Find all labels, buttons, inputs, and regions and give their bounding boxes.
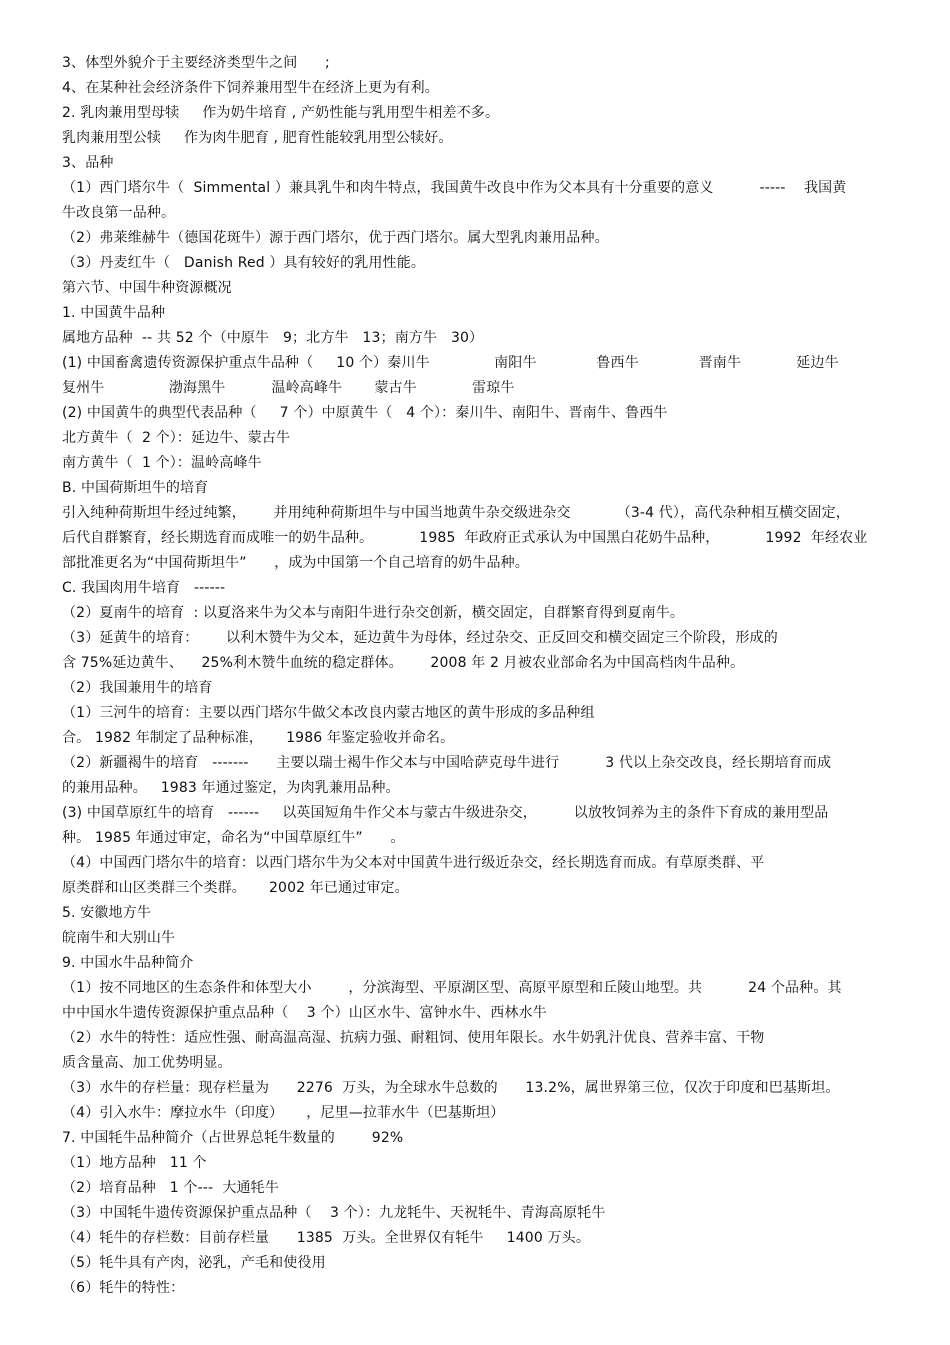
text-line: (1) 中国畜禽遗传资源保护重点牛品种（ 10 个）秦川牛 南阳牛 鲁西牛 晋南牛 延边牛 [62, 355, 839, 371]
text-line: （6）牦牛的特性： [62, 1280, 185, 1296]
section-heading: C. 我国肉用牛培育 ------ [62, 580, 226, 596]
text-line: 3、体型外貌介于主要经济类型牛之间 ; [62, 55, 330, 71]
text-line: 复州牛 渤海黑牛 温岭高峰牛 蒙古牛 雷琼牛 [62, 380, 515, 396]
text-line: （2）我国兼用牛的培育 [62, 680, 213, 696]
text-line: 含 75%延边黄牛、 25%利木赞牛血统的稳定群体。 2008 年 2 月被农业部命名为中国高档肉牛品种。 [62, 655, 745, 671]
text-line: 的兼用品种。 1983 年通过鉴定，为肉乳兼用品种。 [62, 780, 400, 796]
text-line: 北方黄牛（ 2 个）：延边牛、蒙古牛 [62, 430, 291, 446]
text-line: （5）牦牛具有产肉，泌乳，产毛和使役用 [62, 1255, 326, 1271]
text-line: （4）引入水牛：摩拉水牛（印度） ，尼里—拉菲水牛（巴基斯坦） [62, 1105, 505, 1121]
section-heading: 9. 中国水牛品种简介 [62, 955, 194, 971]
text-line: (2) 中国黄牛的典型代表品种（ 7 个）中原黄牛（ 4 个）：秦川牛、南阳牛、晋南牛、鲁西牛 [62, 405, 668, 421]
text-line: 引入纯种荷斯坦牛经过纯繁， 并用纯种荷斯坦牛与中国当地黄牛杂交级进杂交 （3-4 代），高代杂种相互横交固定， [62, 505, 850, 521]
text-line: 后代自群繁育，经长期选育而成唯一的奶牛品种。 1985 年政府正式承认为中国黑白花奶牛品种， 1992 年经农业 [62, 530, 868, 546]
text-line: 皖南牛和大别山牛 [62, 930, 176, 946]
section-heading: B. 中国荷斯坦牛的培育 [62, 480, 209, 496]
text-line: 合。 1982 年制定了品种标准， 1986 年鉴定验收并命名。 [62, 730, 455, 746]
text-line: （2）水牛的特性：适应性强、耐高温高湿、抗病力强、耐粗饲、使用年限长。水牛奶乳汁优良、营养丰富、干物 [62, 1030, 765, 1046]
text-line: （1）三河牛的培育：主要以西门塔尔牛做父本改良内蒙古地区的黄牛形成的多品种组 [62, 705, 595, 721]
text-line: 质含量高、加工优势明显。 [62, 1055, 232, 1071]
section-heading: 5. 安徽地方牛 [62, 905, 152, 921]
text-line: 2. 乳肉兼用型母犊 作为奶牛培育 , 产奶性能与乳用型牛相差不多。 [62, 105, 500, 121]
text-line: （3）丹麦红牛（ Danish Red ）具有较好的乳用性能。 [62, 255, 425, 271]
section-heading: 1. 中国黄牛品种 [62, 305, 166, 321]
text-line: （2）培育品种 1 个--- 大通牦牛 [62, 1180, 279, 1196]
text-line: （4）牦牛的存栏数：目前存栏量 1385 万头。全世界仅有牦牛 1400 万头。 [62, 1230, 590, 1246]
text-line: （4）中国西门塔尔牛的培育：以西门塔尔牛为父本对中国黄牛进行级近杂交，经长期选育而成。有草原类群、平 [62, 855, 765, 871]
text-line: （3）延黄牛的培育： 以利木赞牛为父本，延边黄牛为母体，经过杂交、正反回交和横交固定三个阶段，形成的 [62, 630, 778, 646]
text-line: （1）西门塔尔牛（ Simmental ）兼具乳牛和肉牛特点，我国黄牛改良中作为父本具有十分重要的意义 ----- 我国黄 [62, 180, 847, 196]
text-line: 4、在某种社会经济条件下饲养兼用型牛在经济上更为有利。 [62, 80, 439, 96]
text-line: （1）按不同地区的生态条件和体型大小 ，分滨海型、平原湖区型、高原平原型和丘陵山地型。共 24 个品种。其 [62, 980, 842, 996]
text-line: （3）中国牦牛遗传资源保护重点品种（ 3 个）：九龙牦牛、天祝牦牛、青海高原牦牛 [62, 1205, 606, 1221]
section-heading: 3、品种 [62, 155, 114, 171]
text-line: 部批准更名为“中国荷斯坦牛” ，成为中国第一个自己培育的奶牛品种。 [62, 555, 529, 571]
text-line: 中中国水牛遗传资源保护重点品种（ 3 个）山区水牛、富钟水牛、西林水牛 [62, 1005, 547, 1021]
section-heading: 第六节、中国牛种资源概况 [62, 280, 232, 296]
text-line: 原类群和山区类群三个类群。 2002 年已通过审定。 [62, 880, 409, 896]
text-line: （2）弗莱维赫牛（德国花斑牛）源于西门塔尔，优于西门塔尔。属大型乳肉兼用品种。 [62, 230, 609, 246]
text-line: 南方黄牛（ 1 个）：温岭高峰牛 [62, 455, 262, 471]
text-line: 种。 1985 年通过审定，命名为“中国草原红牛” 。 [62, 830, 405, 846]
text-line: 属地方品种 -- 共 52 个（中原牛 9；北方牛 13；南方牛 30） [62, 330, 484, 346]
text-line: 乳肉兼用型公犊 作为肉牛肥育 , 肥育性能较乳用型公犊好。 [62, 130, 453, 146]
text-line: （1）地方品种 11 个 [62, 1155, 207, 1171]
text-line: 牛改良第一品种。 [62, 205, 176, 221]
section-heading: 7. 中国牦牛品种简介（占世界总牦牛数量的 92% [62, 1130, 404, 1146]
text-line: (3) 中国草原红牛的培育 ------ 以英国短角牛作父本与蒙古牛级进杂交， 以放牧饲养为主的条件下育成的兼用型品 [62, 805, 829, 821]
text-line: （3）水牛的存栏量：现存栏量为 2276 万头，为全球水牛总数的 13.2%，属世界第三位，仅次于印度和巴基斯坦。 [62, 1080, 840, 1096]
text-line: （2）新疆褐牛的培育 ------- 主要以瑞士褐牛作父本与中国哈萨克母牛进行 3 代以上杂交改良，经长期培育而成 [62, 755, 832, 771]
text-line: （2）夏南牛的培育 : 以夏洛来牛为父本与南阳牛进行杂交创新，横交固定，自群繁育得到夏南牛。 [62, 605, 685, 621]
